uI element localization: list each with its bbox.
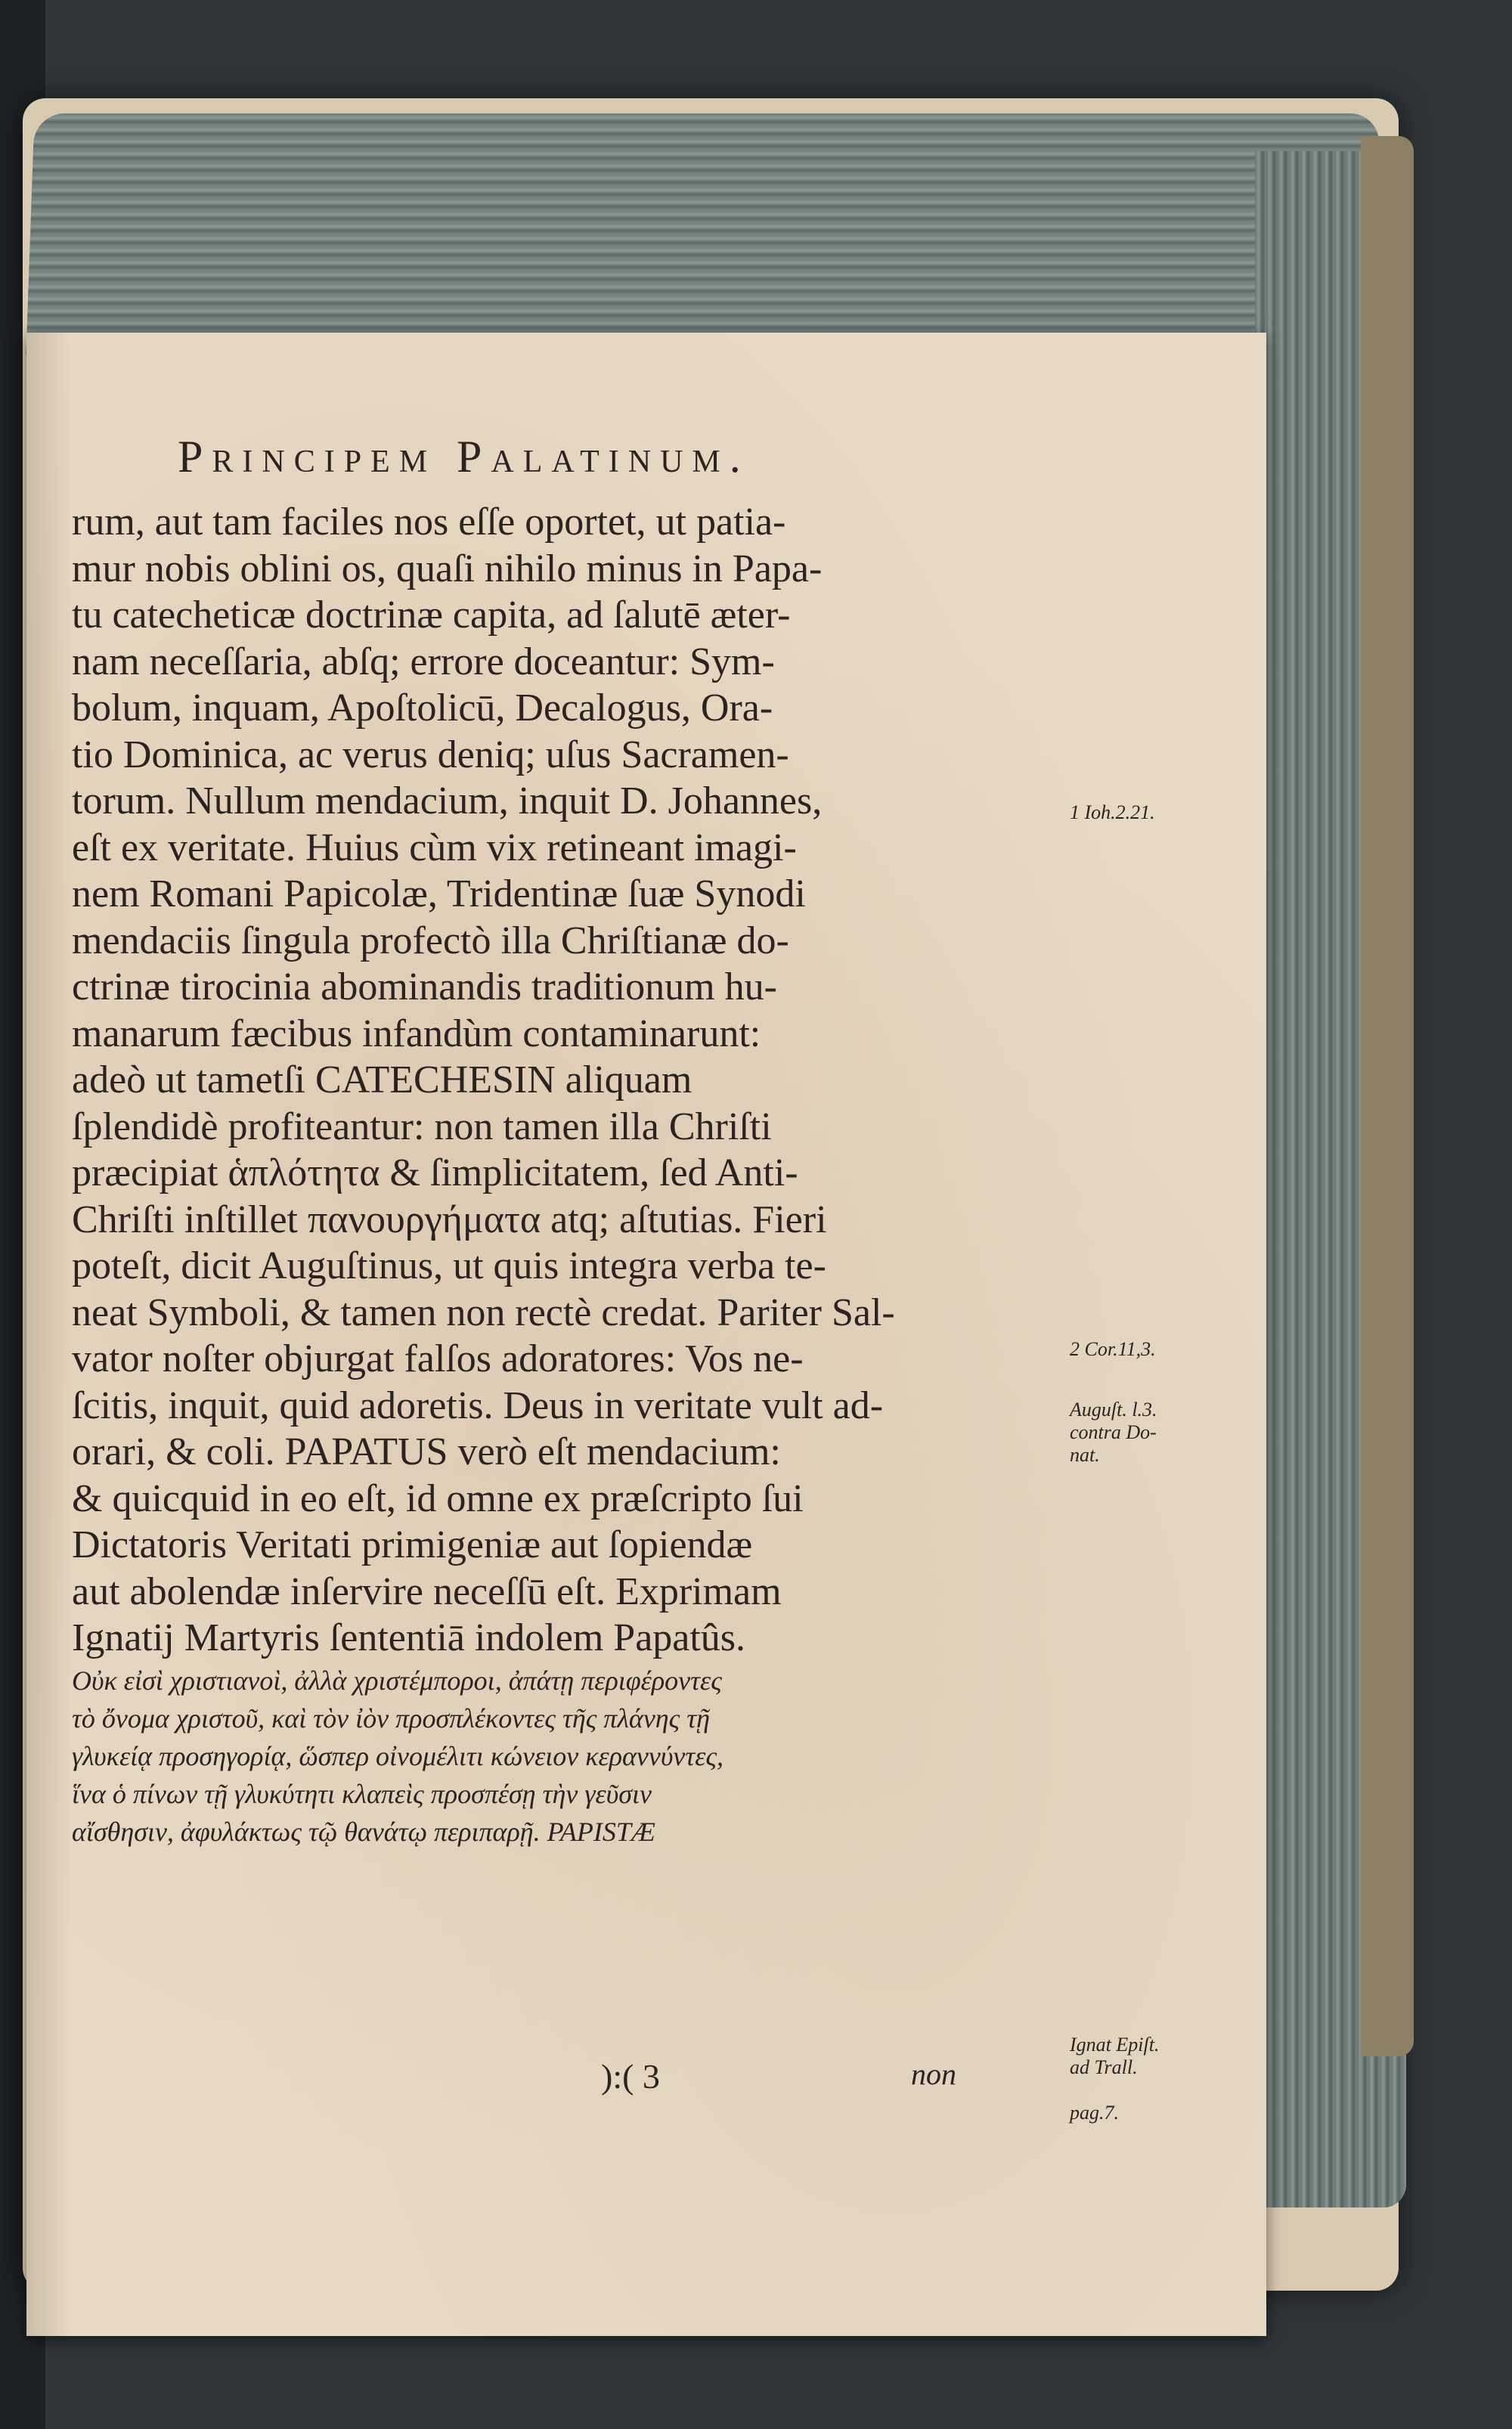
margin-note: Auguſt. l.3.	[1070, 1399, 1157, 1421]
text-line: ſplendidè profiteantur: non tamen illa Chriſti	[72, 1105, 772, 1148]
page-edges-top	[26, 113, 1380, 355]
greek-quote-line: αἴσθησιν, ἀφυλάκτως τῷ θανάτῳ περιπαρῇ. PAPISTÆ	[72, 1816, 655, 1847]
text-line: neat Symboli, & tamen non rectè credat. Pariter Sal-	[72, 1290, 895, 1334]
text-line: & quicquid in eo eſt, id omne ex præſcripto ſui	[72, 1476, 804, 1520]
text-line: Dictatoris Veritati primigeniæ aut ſopiendæ	[72, 1523, 753, 1566]
running-head: Principem Palatinum.	[178, 432, 750, 482]
catchword: non	[911, 2057, 956, 2091]
text-line: vator noſter objurgat falſos adoratores: Vos ne-	[72, 1337, 804, 1380]
text-line: orari, & coli. PAPATUS verò eſt mendacium:	[72, 1430, 781, 1473]
margin-note: Ignat Epiſt.	[1070, 2034, 1160, 2056]
text-line: mendaciis ſingula profectò illa Chriſtianæ do-	[72, 919, 789, 962]
book-cover-board	[1361, 136, 1414, 2056]
text-line: adeò ut tametſi CATECHESIN aliquam	[72, 1058, 692, 1101]
text-line: poteſt, dicit Auguſtinus, ut quis integra verba te-	[72, 1244, 826, 1287]
text-line: nem Romani Papicolæ, Tridentinæ ſuæ Synodi	[72, 872, 806, 916]
margin-note: 2 Cor.11,3.	[1070, 1338, 1156, 1360]
text-line: ctrinæ tirocinia abominandis traditionum hu-	[72, 965, 777, 1008]
text-line: eſt ex veritate. Huius cùm vix retineant imagi-	[72, 826, 797, 869]
greek-quote-line: τὸ ὄνομα χριστοῦ, καὶ τὸν ἰὸν προσπλέκοντες τῆς πλάνης τῇ	[72, 1702, 711, 1733]
text-line: torum. Nullum mendacium, inquit D. Johannes,	[72, 779, 823, 823]
main-text	[72, 499, 1085, 1851]
margin-note: 1 Ioh.2.21.	[1070, 801, 1155, 823]
text-line: manarum fæcibus infandùm contaminarunt:	[72, 1012, 761, 1055]
text-line: tio Dominica, ac verus deniq; uſus Sacramen-	[72, 733, 789, 776]
text-line: bolum, inquam, Apoſtolicū, Decalogus, Ora-	[72, 686, 773, 730]
text-line: aut abolendæ inſervire neceſſū eſt. Exprimam	[72, 1569, 782, 1613]
margin-note: contra Do-	[1070, 1421, 1157, 1443]
signature-mark: ):( 3	[601, 2057, 660, 2096]
printed-page	[26, 333, 1266, 2336]
text-line: tu catecheticæ doctrinæ capita, ad ſalutē æter-	[72, 593, 791, 637]
greek-quote-line: Οὐκ εἰσὶ χριστιανοὶ, ἀλλὰ χριστέμποροι, ἀπάτῃ περιφέροντες	[72, 1665, 722, 1696]
text-line: rum, aut tam faciles nos eſſe oportet, ut patia-	[72, 500, 786, 544]
text-line: Chriſti inſtillet πανουργήματα atq; aſtutias. Fieri	[72, 1197, 827, 1241]
text-line: Ignatij Martyris ſententiā indolem Papatûs.	[72, 1616, 746, 1659]
margin-note: pag.7.	[1070, 2102, 1119, 2124]
margin-note: ad Trall.	[1070, 2056, 1138, 2078]
greek-quote-line: ἵνα ὁ πίνων τῇ γλυκύτητι κλαπεὶς προσπέσῃ τὴν γεῦσιν	[72, 1778, 652, 1809]
text-line: mur nobis oblini os, quaſi nihilo minus in Papa-	[72, 547, 823, 590]
greek-quote-line: γλυκείᾳ προσηγορίᾳ, ὥσπερ οἰνομέλιτι κώνειον κεραννύντες,	[72, 1740, 724, 1771]
margin-note: nat.	[1070, 1444, 1100, 1466]
text-line: nam neceſſaria, abſq; errore doceantur: Sym-	[72, 640, 775, 683]
text-line: ſcitis, inquit, quid adoretis. Deus in veritate vult ad-	[72, 1383, 884, 1427]
text-line: præcipiat ἁπλότητα & ſimplicitatem, ſed Anti-	[72, 1151, 798, 1194]
